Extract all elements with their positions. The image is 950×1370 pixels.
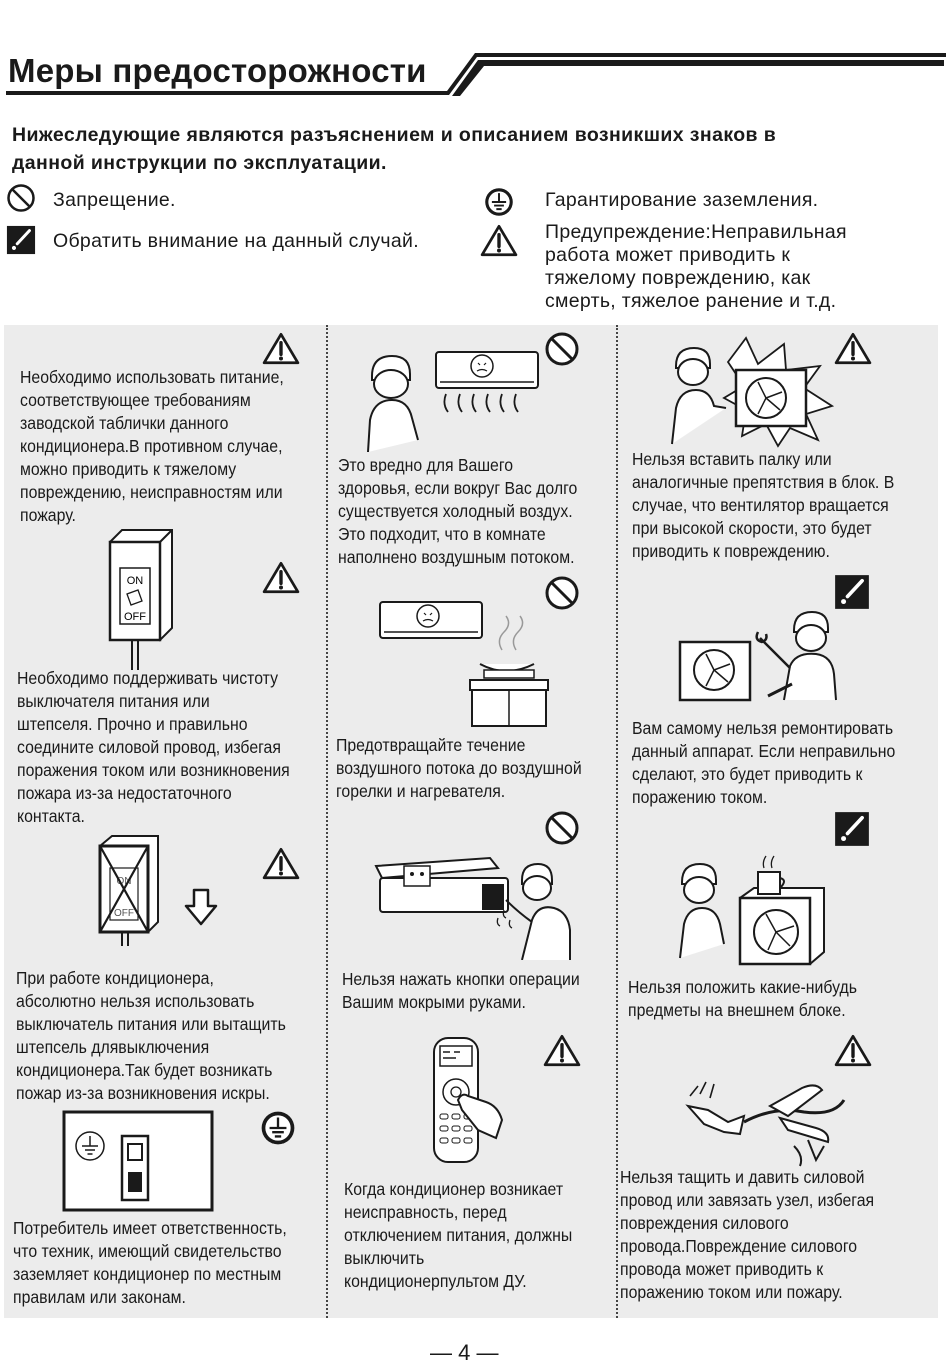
cell-objects-text <box>628 976 857 1022</box>
switch-on-label: ON <box>126 575 144 587</box>
prohibition-icon <box>544 810 580 846</box>
warning-icon <box>834 331 872 365</box>
text-line: можно приводить к тяжелому <box>20 459 237 479</box>
prohibition-icon <box>544 331 580 367</box>
text-line: штепселя. Прочно и правильно <box>17 714 248 734</box>
cell-switch-clean-text <box>17 667 290 828</box>
remote-control-illustration <box>428 1034 518 1166</box>
grounding-icon <box>259 1109 297 1147</box>
text-line: выключатель питания или вытащить <box>16 1014 286 1034</box>
text-line: горелки и нагревателя. <box>336 781 506 801</box>
legend-attention-label: Обратить внимание на данный случай. <box>53 230 419 252</box>
intro-line: Нижеследующие являются разъяснением и описанием возникших знаков в <box>12 124 777 146</box>
text-line: поражению током. <box>632 787 768 807</box>
cold-air-illustration <box>362 340 542 452</box>
power-switch-illustration <box>100 528 190 673</box>
text-line: соответствующее требованиям <box>20 390 251 410</box>
switch-off-label: OFF <box>124 611 146 623</box>
text-line: штепсель длявыключения <box>16 1037 210 1057</box>
text-line: заземляет кондиционер по местным <box>13 1264 282 1284</box>
legend-warning-text <box>545 221 847 313</box>
text-line: наполнено воздушным потоком. <box>338 547 575 567</box>
text-line: соедините силовой провод, избегая <box>17 737 281 757</box>
switch-on-label: ON <box>116 876 132 887</box>
text-line: пожар из-за возникновения искры. <box>16 1083 270 1103</box>
wet-hands-illustration <box>372 850 582 960</box>
intro-line: данной инструкции по эксплуатации. <box>12 152 387 174</box>
text-line: Необходимо использовать питание, <box>20 367 284 387</box>
text-line: неисправность, перед <box>344 1202 507 1222</box>
text-line: аналогичные препятствия в блок. В <box>632 472 895 492</box>
text-line: Когда кондиционер возникает <box>344 1179 564 1199</box>
crossed-switch-illustration <box>92 834 232 946</box>
text-line: контакта. <box>17 806 85 826</box>
text-line: предметы на внешнем блоке. <box>628 1000 846 1020</box>
text-line: провода может приводить к <box>620 1259 824 1279</box>
text-line: Это подходит, что в комнате <box>338 524 546 544</box>
cell-wet-hands-text <box>342 968 580 1014</box>
text-line: при высокой скорости, это будет <box>632 518 872 538</box>
legend-warning-line: тяжелому повреждению, как <box>545 267 811 289</box>
cell-remote-text <box>344 1178 572 1293</box>
text-line: отключением питания, должны <box>344 1225 573 1245</box>
cell-grounding-text <box>13 1217 287 1309</box>
text-line: заводской таблички данного <box>20 413 229 433</box>
column-divider <box>616 325 618 1318</box>
text-line: приводить к повреждению. <box>632 541 830 561</box>
text-line: Вашим мокрыми руками. <box>342 992 526 1012</box>
text-line: кондиционера.Так будет возникать <box>16 1060 273 1080</box>
text-line: сделают, это будет приводить к <box>632 764 863 784</box>
column-divider <box>326 325 328 1318</box>
text-line: Необходимо поддерживать чистоту <box>17 668 279 688</box>
warning-icon <box>262 846 300 880</box>
text-line: правилам или законам. <box>13 1287 186 1307</box>
text-line: выключателя питания или <box>17 691 210 711</box>
text-line: Нельзя вставить палку или <box>632 449 832 469</box>
page-title: Меры предосторожности <box>8 52 427 89</box>
text-line: Нельзя положить какие-нибудь <box>628 977 857 997</box>
text-line: провод или завязать узел, избегая <box>620 1190 875 1210</box>
text-line: воздушного потока до воздушной <box>336 758 582 778</box>
text-line: абсолютно нельзя использовать <box>16 991 255 1011</box>
warning-icon <box>262 560 300 594</box>
text-line: При работе кондиционера, <box>16 968 214 988</box>
intro-text <box>12 121 912 177</box>
grounding-box-illustration <box>62 1110 214 1212</box>
text-line: здоровья, если вокруг Вас долго <box>338 478 578 498</box>
warning-icon <box>543 1033 581 1067</box>
legend-warning-line: Предупреждение:Неправильная <box>545 221 847 243</box>
cell-cold-air-text <box>338 454 577 569</box>
text-line: пожара из-за недостаточного <box>17 783 232 803</box>
text-line: что техник, имеющий свидетельство <box>13 1241 282 1261</box>
cell-fan-stick-text <box>632 448 894 563</box>
legend-warning-line: смерть, тяжелое ранение и т.д. <box>545 290 837 312</box>
text-line: Это вредно для Вашего <box>338 455 514 475</box>
text-line: провода.Повреждение силового <box>620 1236 858 1256</box>
fan-stick-illustration <box>666 336 836 448</box>
cell-stove-text <box>336 734 582 803</box>
legend-warning-line: работа может приводить к <box>545 244 791 266</box>
text-line: существуется холодный воздух. <box>338 501 573 521</box>
page-number: — 4 — <box>430 1340 499 1365</box>
objects-on-unit-illustration <box>676 852 836 968</box>
cell-self-repair-text <box>632 717 895 809</box>
text-line: поражения током или возникновения <box>17 760 290 780</box>
text-line: кондиционерпультом ДУ. <box>344 1271 527 1291</box>
cell-no-switch-off-text <box>16 967 286 1105</box>
text-line: Потребитель имеет ответственность, <box>13 1218 287 1238</box>
text-line: данный аппарат. Если неправильно <box>632 741 896 761</box>
switch-off-label: OFF <box>114 908 134 919</box>
legend-prohibition-label: Запрещение. <box>53 189 176 211</box>
title-underline-decoration <box>0 0 950 110</box>
text-line: Предотвращайте течение <box>336 735 526 755</box>
prohibition-icon <box>6 183 36 213</box>
legend-grounding-label: Гарантирование заземления. <box>545 189 819 211</box>
cell-cable-text <box>620 1166 874 1304</box>
text-line: Нельзя тащить и давить силовой <box>620 1167 865 1187</box>
text-line: Нельзя нажать кнопки операции <box>342 969 580 989</box>
text-line: пожару. <box>20 505 76 525</box>
grounding-icon <box>483 186 515 218</box>
cable-cutting-illustration <box>684 1076 852 1168</box>
text-line: повреждению, неисправностям или <box>20 482 283 502</box>
text-line: кондиционера.В противном случае, <box>20 436 283 456</box>
text-line: поражению током или пожару. <box>620 1282 843 1302</box>
text-line: случае, что вентилятор вращается <box>632 495 889 515</box>
warning-icon <box>480 223 518 257</box>
attention-icon <box>6 225 36 255</box>
warning-icon <box>834 1033 872 1067</box>
warning-icon <box>262 331 300 365</box>
text-line: выключить <box>344 1248 425 1268</box>
stove-airflow-illustration <box>376 596 556 728</box>
text-line: Вам самому нельзя ремонтировать <box>632 718 894 738</box>
attention-icon <box>834 811 870 847</box>
self-repair-illustration <box>676 604 842 704</box>
cell-power-supply-text <box>20 366 284 527</box>
text-line: повреждения силового <box>620 1213 789 1233</box>
